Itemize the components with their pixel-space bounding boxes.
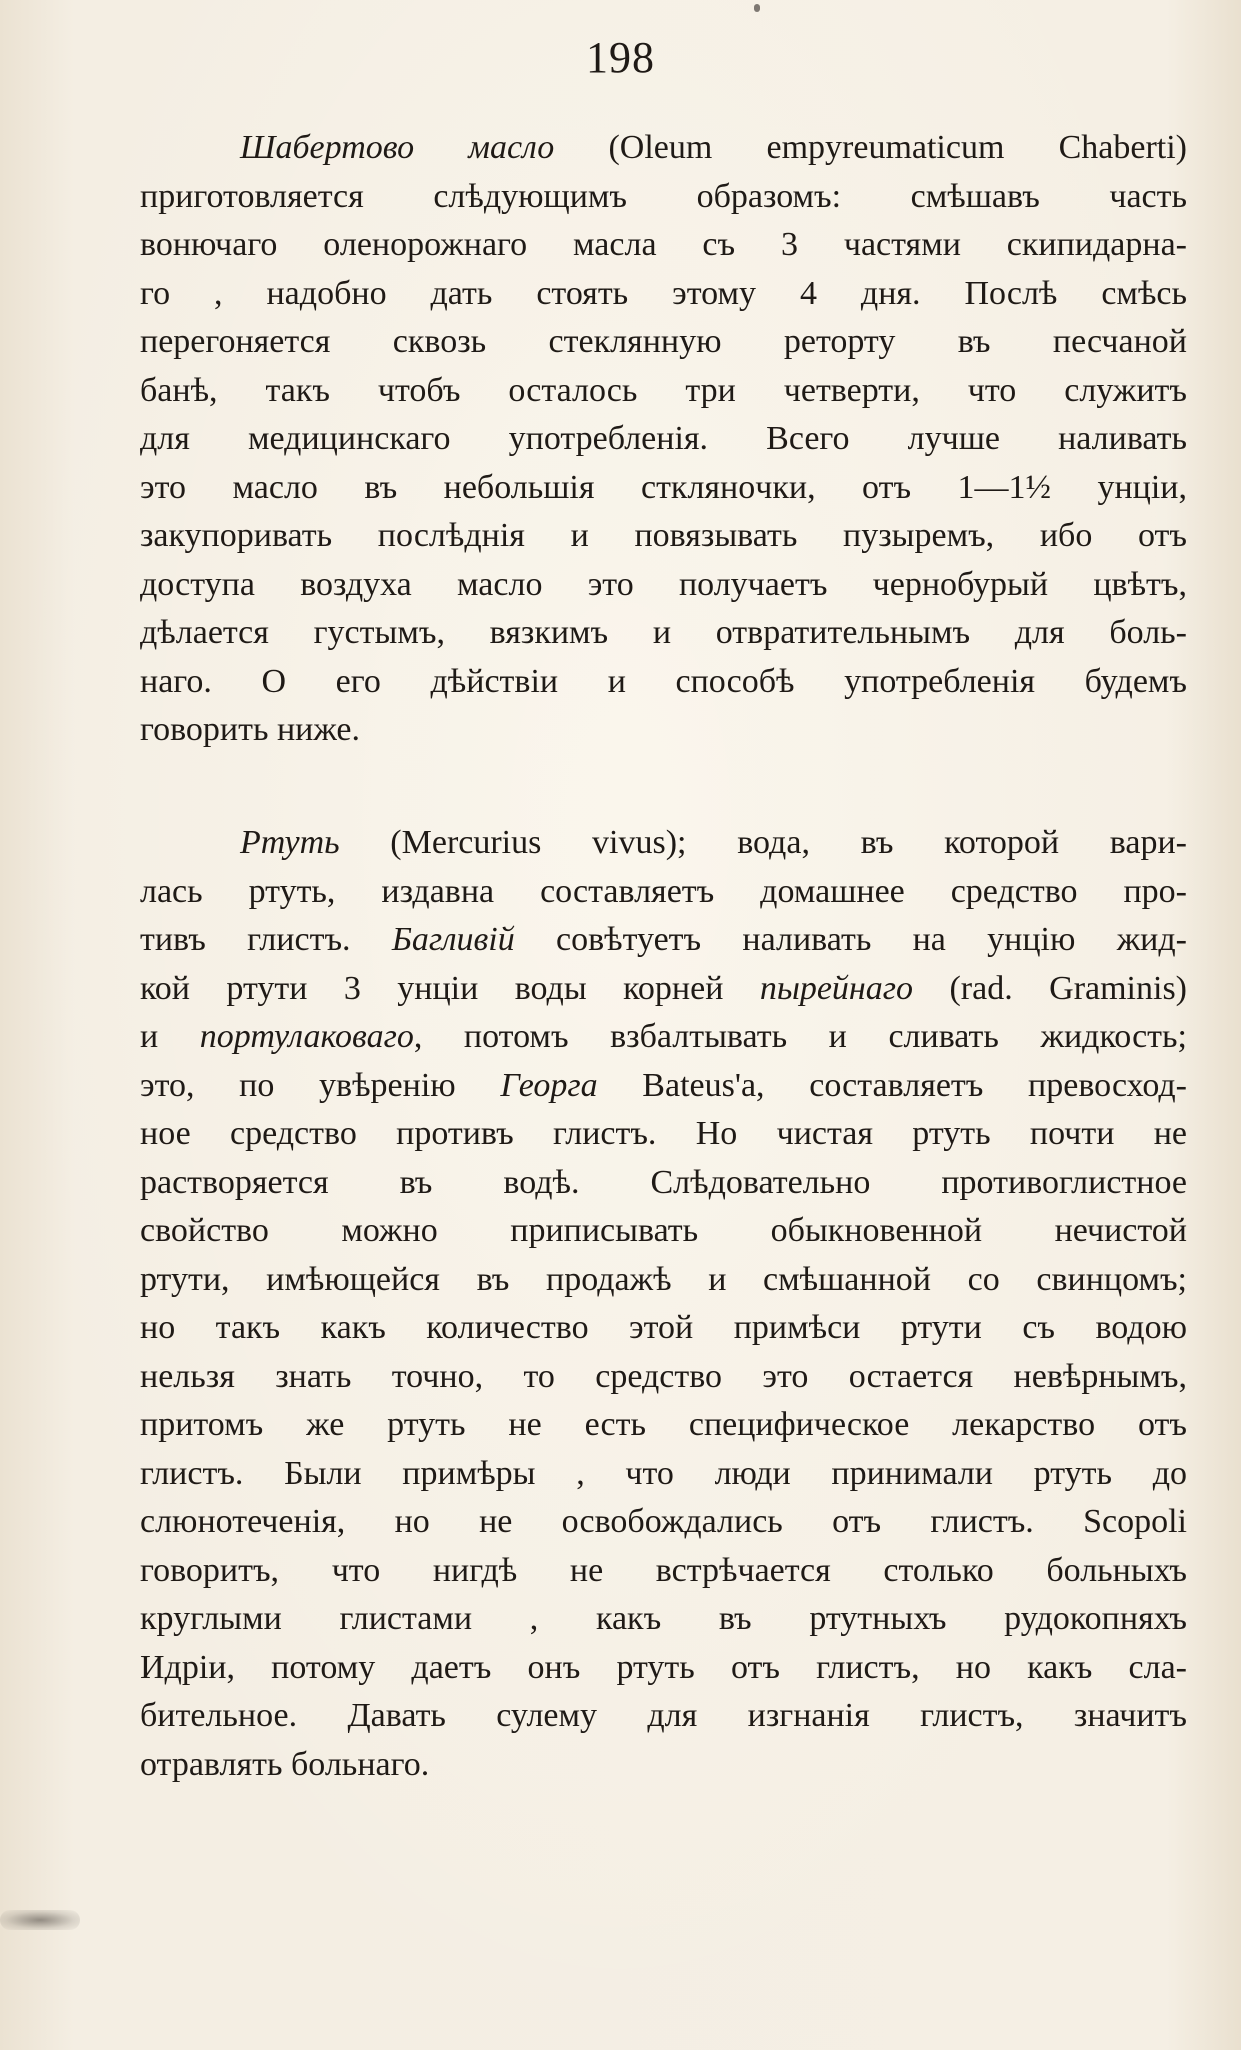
text-line [140,706,1187,755]
text-run: приготовляется слѣдующимъ образомъ: смѣшавъ часть [140,177,1187,215]
text-run: Идріи, потому даетъ онъ ртуть отъ глистъ, но какъ сла- [140,1648,1187,1686]
text-run: бительное. Давать сулему для изгнанія глистъ, значитъ [140,1697,1187,1734]
text-run: говорить ниже. [140,711,361,748]
ink-dot [754,4,760,12]
text-line [140,1110,1187,1159]
text-run: это, по увѣренію [140,1066,501,1104]
italic-text: портулаковаго [199,1018,414,1055]
text-run: закупоривать послѣднія и повязывать пузыремъ, ибо отъ [140,517,1187,554]
text-line [140,916,1187,965]
page-number: 198 [586,33,655,82]
text-run: растворяется въ водѣ. Слѣдовательно противоглистное [140,1163,1187,1201]
text-line [140,1450,1187,1499]
text-line [140,270,1187,319]
text-line [140,658,1187,707]
text-line [140,512,1187,561]
text-line [140,173,1187,222]
text-run: наго. О его дѣйствіи и способѣ употребленія будемъ [140,662,1187,700]
text-run: совѣтуетъ наливать на унцію жид- [514,921,1187,958]
italic-text: Георга [500,1066,598,1104]
text-line [140,1256,1187,1305]
text-line [140,1353,1187,1402]
text-run: для медицинскаго употребленія. Всего лучше наливать [140,420,1187,457]
text-run: (rad. Graminis) [913,969,1187,1007]
text-run: круглыми глистами , какъ въ ртутныхъ рудокопняхъ [140,1600,1187,1637]
text-run: притомъ же ртуть не есть специфическое лекарство отъ [140,1406,1187,1443]
text-run: говоритъ, что нигдѣ не встрѣчается столько больныхъ [140,1551,1187,1589]
text-run: (Oleum empyreumaticum Chaberti) [554,129,1187,166]
paragraph-mercury [140,819,1187,1789]
text-run: го , надобно дать стоять этому 4 дня. Послѣ смѣсь [140,274,1187,312]
text-run: банѣ, такъ чтобъ осталось три четверти, что служитъ [140,371,1187,409]
text-line [140,1304,1187,1353]
text-run: слюнотеченія, но не освобождались отъ глистъ. Scopoli [140,1503,1187,1540]
italic-text: Багливій [391,921,515,958]
text-line [140,464,1187,513]
text-run: это масло въ небольшія стклянoчки, отъ 1—1½ унціи, [140,468,1187,506]
page-smudge [0,1910,80,1930]
text-run: ртути, имѣющейся въ продажѣ и смѣшанной со свинцомъ; [140,1260,1187,1298]
text-line [140,819,1187,868]
text-run: но такъ какъ количество этой примѣси ртути съ водою [140,1309,1187,1346]
text-line [140,1207,1187,1256]
text-line [140,1401,1187,1450]
text-line [140,1159,1187,1208]
text-line [140,1062,1187,1111]
italic-text: Шабертово масло [240,129,555,166]
text-line [140,415,1187,464]
text-line [140,1644,1187,1693]
text-line [140,868,1187,917]
text-line [140,1547,1187,1596]
text-line [140,561,1187,610]
text-run: и [140,1018,200,1055]
text-run: вонючаго оленорожнаго масла съ 3 частями скипидарна- [140,226,1187,263]
text-run: нельзя знать точно, то средство это остается невѣрнымъ, [140,1357,1187,1395]
text-line [140,318,1187,367]
text-run: глистъ. Были примѣры , что люди принимали ртуть до [140,1454,1187,1492]
paragraph-shabert-oil [140,124,1187,755]
text-run: доступа воздуха масло это получаетъ чернобурый цвѣтъ, [140,565,1187,603]
text-line [140,1692,1187,1741]
text-run: свойство можно приписывать обыкновенной нечистой [140,1212,1187,1249]
text-run: кой ртути 3 унціи воды корней [140,969,760,1007]
text-line [140,124,1187,173]
text-run: дѣлается густымъ, вязкимъ и отвратительнымъ для боль- [140,614,1187,651]
text-run: , потомъ взбалтывать и сливать жидкость; [413,1018,1187,1055]
italic-text: пырейнаго [759,969,914,1007]
italic-text: Ртуть [240,824,340,861]
text-line [140,367,1187,416]
text-line [140,1595,1187,1644]
text-line [140,1013,1187,1062]
text-run: ное средство противъ глистъ. Но чистая ртуть почти не [140,1115,1187,1152]
text-run: (Mercurius vivus); вода, въ которой вари- [339,824,1187,861]
text-run: отравлять больнаго. [140,1745,430,1783]
text-line [140,1498,1187,1547]
text-line [140,1741,1187,1790]
text-run: лась ртуть, издавна составляетъ домашнее средство про- [140,872,1187,910]
text-run: перегоняется сквозь стеклянную реторту въ песчаной [140,323,1187,360]
text-run: Bateus'a, составляетъ превосход- [597,1066,1187,1104]
text-run: тивъ глистъ. [140,921,392,958]
text-line [140,221,1187,270]
text-line [140,965,1187,1014]
text-line [140,609,1187,658]
